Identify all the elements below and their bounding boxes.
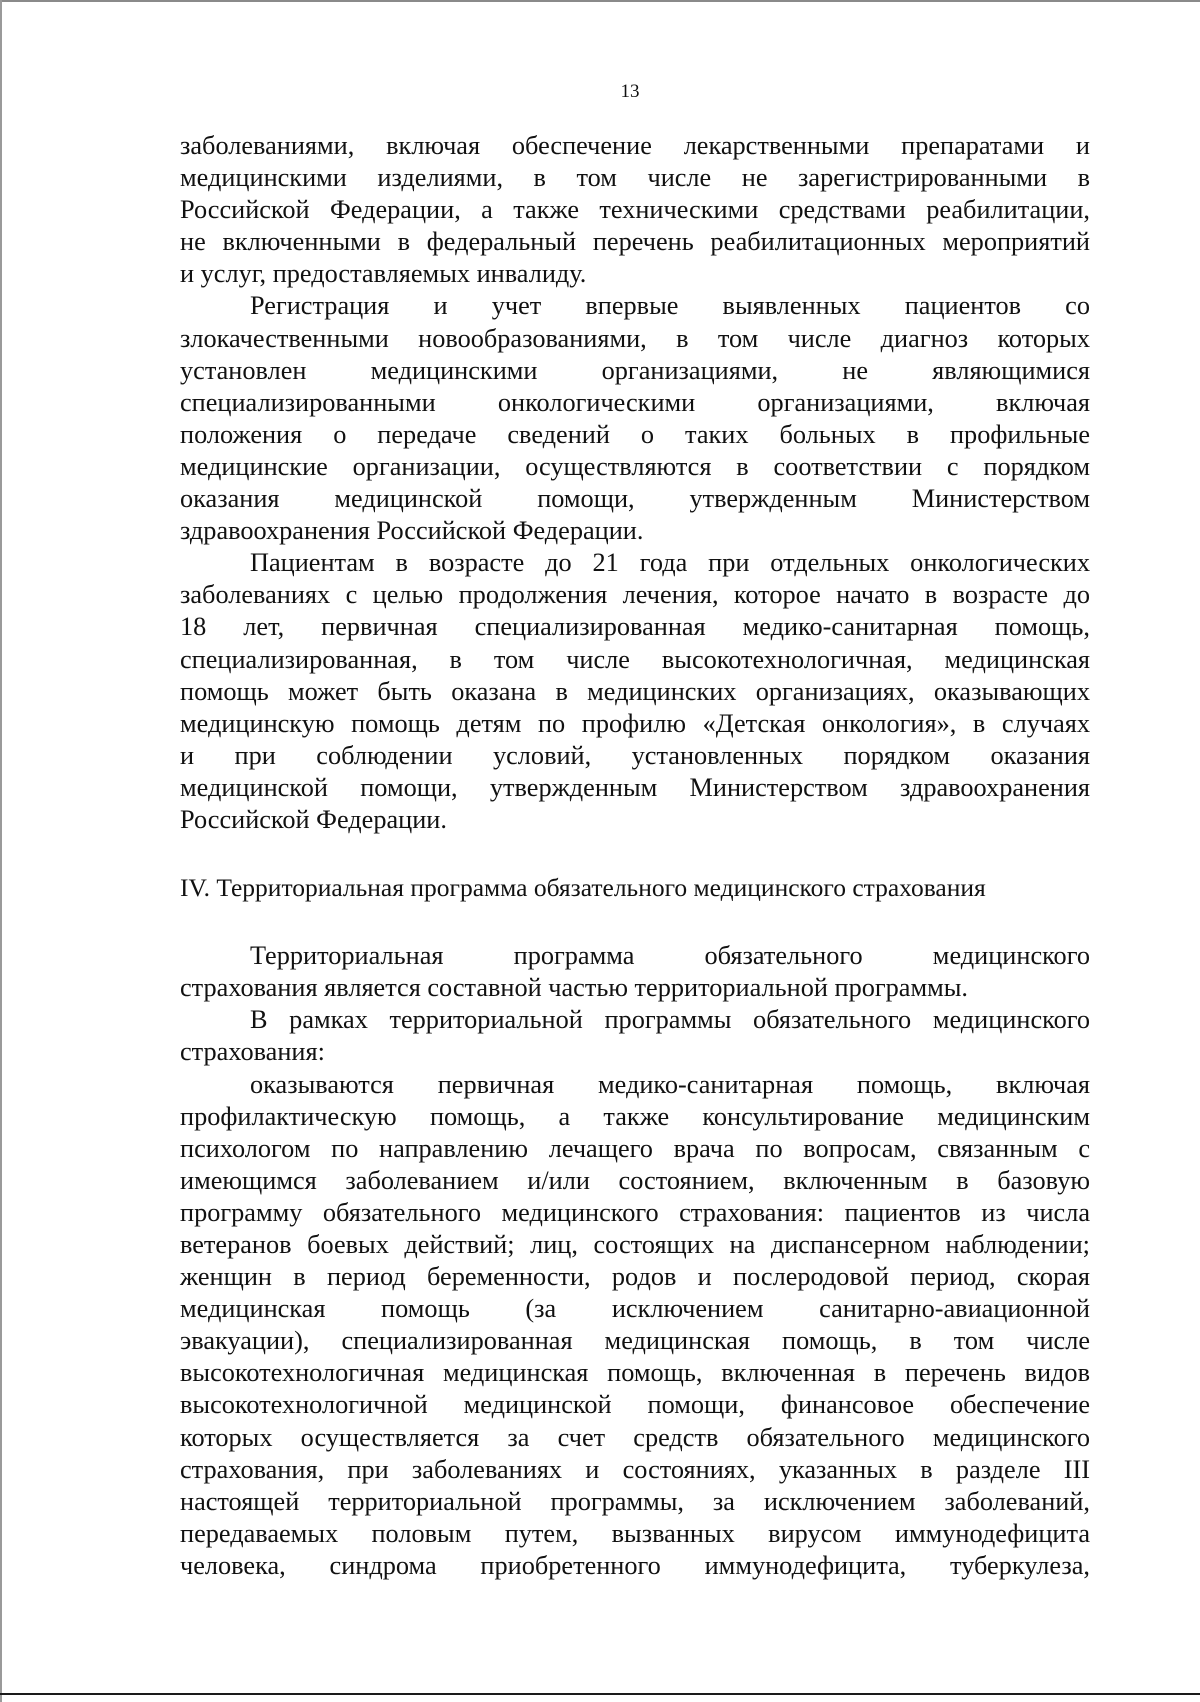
text-line: человека, синдрома приобретенного иммунодефицита, туберкулеза, (180, 1550, 1090, 1580)
text-line: Пациентам в возрасте до 21 года при отдельных онкологических (250, 548, 1090, 578)
text-line: высокотехнологичная медицинская помощь, включенная в перечень видов (180, 1358, 1090, 1388)
text-line: медицинской помощи, утвержденным Министерством здравоохранения (180, 772, 1090, 802)
text-line: психологом по направлению лечащего врача по вопросам, связанным с (180, 1133, 1090, 1163)
text-block-before-heading (180, 130, 1090, 836)
text-line: настоящей территориальной программы, за исключением заболеваний, (180, 1486, 1090, 1516)
text-line: страхования является составной частью территориальной программы. (180, 973, 968, 1003)
text-line: медицинская помощь (за исключением санитарно-авиационной (180, 1294, 1090, 1324)
text-line: положения о передаче сведений о таких больных в профильные (180, 419, 1090, 449)
text-line: высокотехнологичной медицинской помощи, финансовое обеспечение (180, 1390, 1090, 1420)
text-line: не включенными в федеральный перечень реабилитационных мероприятий (180, 227, 1090, 257)
text-line: передаваемых половым путем, вызванных вирусом иммунодефицита (180, 1518, 1090, 1548)
text-line: заболеваниях с целью продолжения лечения, которое начато в возрасте до (180, 580, 1090, 610)
scan-edge-left (0, 0, 2, 1702)
text-line: помощь может быть оказана в медицинских организациях, оказывающих (180, 676, 1090, 706)
text-block-after-heading (180, 940, 1090, 1582)
page-number: 13 (620, 81, 640, 102)
text-line: и при соблюдении условий, установленных порядком оказания (180, 740, 1090, 770)
text-line: ветеранов боевых действий; лиц, состоящих на диспансерном наблюдении; (180, 1230, 1090, 1259)
text-line: Российской Федерации. (180, 804, 447, 834)
text-line: оказания медицинской помощи, утвержденным Министерством (180, 484, 1090, 514)
document-body (180, 130, 1090, 1582)
text-line: страхования, при заболеваниях и состояниях, указанных в разделе III (180, 1454, 1090, 1484)
section-heading: IV. Территориальная программа обязательного медицинского страхования (180, 873, 986, 903)
text-line: здравоохранения Российской Федерации. (180, 516, 644, 546)
text-line: оказываются первичная медико-санитарная помощь, включая (250, 1069, 1090, 1099)
text-line: Регистрация и учет впервые выявленных пациентов со (250, 291, 1090, 321)
text-line: специализированная, в том числе высокотехнологичная, медицинская (180, 644, 1090, 674)
text-line: программу обязательного медицинского страхования: пациентов из числа (180, 1197, 1090, 1227)
spacer (180, 904, 1090, 940)
text-line: заболеваниями, включая обеспечение лекарственными препаратами и (180, 131, 1090, 160)
text-line: женщин в период беременности, родов и послеродовой период, скорая (180, 1262, 1090, 1292)
text-line: медицинские организации, осуществляются в соответствии с порядком (180, 451, 1090, 481)
text-line: страхования: (180, 1037, 325, 1067)
spacer (180, 836, 1090, 872)
scan-edge-bottom (0, 1693, 1200, 1695)
text-line: эвакуации), специализированная медицинская помощь, в том числе (180, 1326, 1090, 1356)
text-line: 18 лет, первичная специализированная медико-санитарная помощь, (180, 612, 1090, 642)
text-line: специализированными онкологическими организациями, включая (180, 387, 1090, 417)
text-line: которых осуществляется за счет средств обязательного медицинского (180, 1422, 1090, 1452)
text-line: Российской Федерации, а также техническими средствами реабилитации, (180, 195, 1090, 225)
text-line: В рамках территориальной программы обязательного медицинского (250, 1005, 1090, 1035)
text-line: злокачественными новообразованиями, в том числе диагноз которых (180, 323, 1090, 353)
scan-edge-top (0, 0, 1200, 2)
text-line: и услуг, предоставляемых инвалиду. (180, 259, 587, 289)
text-line: профилактическую помощь, а также консультирование медицинским (180, 1101, 1090, 1131)
text-line: медицинскими изделиями, в том числе не зарегистрированными в (180, 163, 1090, 193)
text-line: имеющимся заболеванием и/или состоянием, включенным в базовую (180, 1165, 1090, 1195)
text-line: установлен медицинскими организациями, не являющимися (180, 355, 1090, 385)
text-line: Территориальная программа обязательного медицинского (250, 941, 1090, 971)
text-line: медицинскую помощь детям по профилю «Детская онкология», в случаях (180, 708, 1090, 738)
